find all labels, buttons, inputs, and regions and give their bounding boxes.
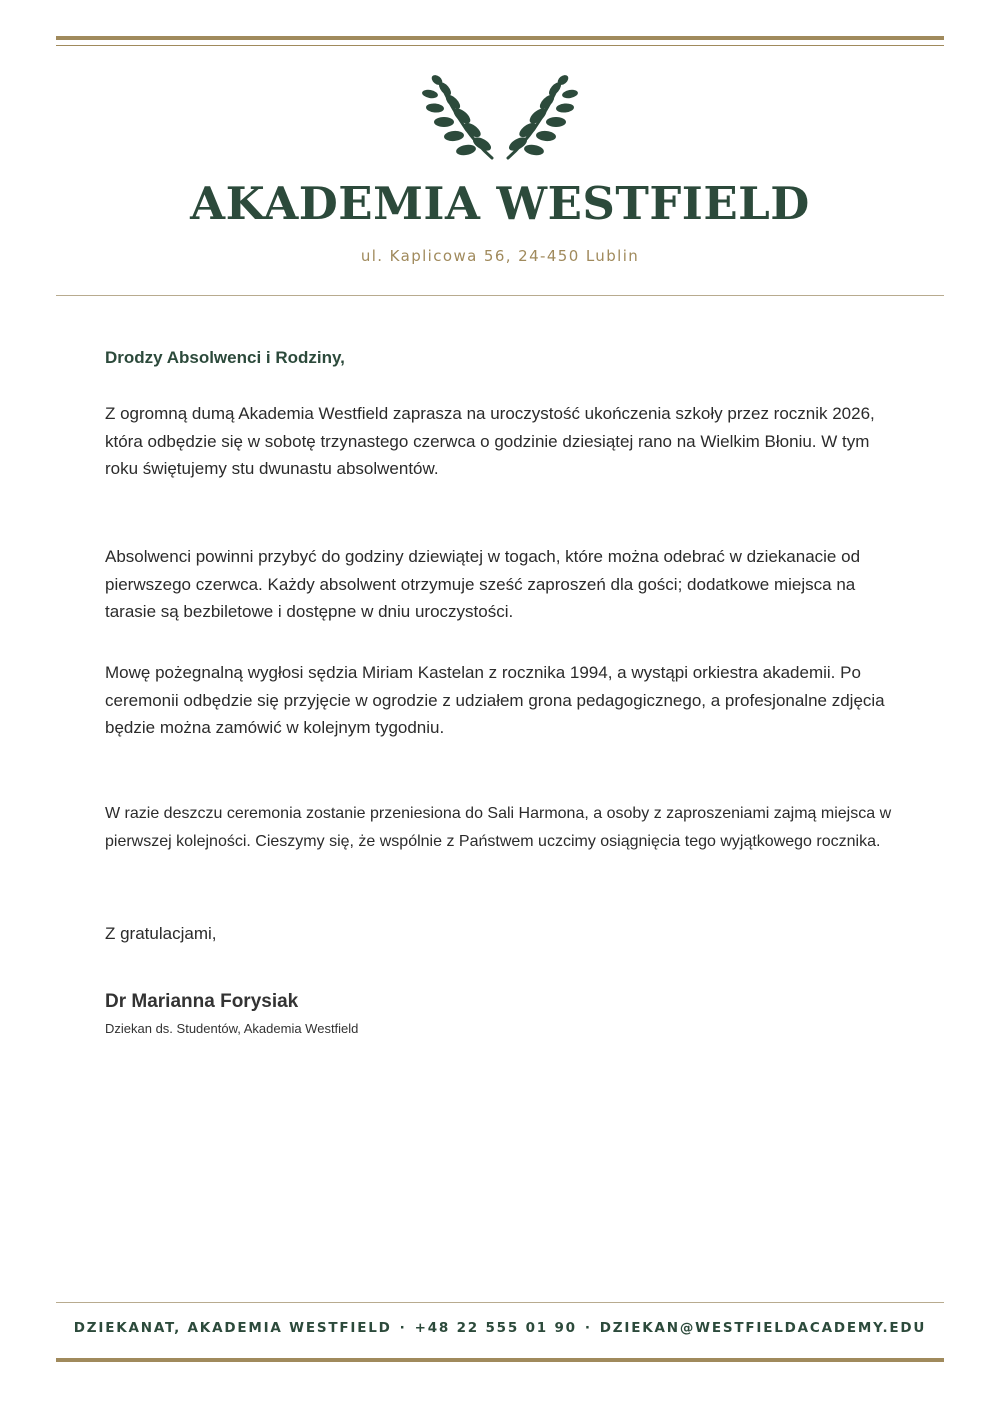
footer-separator: · xyxy=(399,1320,407,1336)
top-border-thick xyxy=(56,36,944,40)
signatory-title: Dziekan ds. Studentów, Akademia Westfield xyxy=(105,1021,359,1036)
letter-paragraph-2: Absolwenci powinni przybyć do godziny dziewiątej w togach, które można odebrać w dziekanacie od pierwszego czerwca. Każdy absolwent otrzymuje sześć zaproszeń dla gości; dodatkowe miejsca na tarasie są bezbiletowe i dostępne w dniu uroczystości. xyxy=(105,547,861,621)
header-divider xyxy=(56,295,944,296)
letter-closing: Z gratulacjami, xyxy=(105,924,217,943)
organization-address: ul. Kaplicowa 56, 24-450 Lublin xyxy=(360,247,640,265)
organization-name: AKADEMIA WESTFIELD xyxy=(190,177,810,230)
laurel-icon xyxy=(410,72,590,168)
footer-separator: · xyxy=(584,1320,592,1336)
bottom-border-thick xyxy=(56,1358,944,1362)
footer-phone[interactable]: +48 22 555 01 90 xyxy=(414,1320,577,1336)
footer-office: DZIEKANAT, AKADEMIA WESTFIELD xyxy=(73,1320,392,1336)
footer-email[interactable]: DZIEKAN@WESTFIELDACADEMY.EDU xyxy=(599,1320,927,1336)
letter-salutation: Drodzy Absolwenci i Rodziny, xyxy=(105,348,345,367)
letter-paragraph-4: W razie deszczu ceremonia zostanie przeniesiona do Sali Harmona, a osoby z zaproszeniami zajmą miejsca w pierwszej kolejności. Cieszymy się, że wspólnie z Państwem uczcimy osiągnięcia tego wyjątkowego rocznika. xyxy=(105,805,892,850)
footer-contact xyxy=(0,1317,1000,1339)
top-border-thin xyxy=(56,45,944,46)
letter-paragraph-3: Mowę pożegnalną wygłosi sędzia Miriam Kastelan z rocznika 1994, a wystąpi orkiestra akademii. Po ceremonii odbędzie się przyjęcie w ogrodzie z udziałem grona pedagogicznego, a profesjonalne zdjęcia będzie można zamówić w kolejnym tygodniu. xyxy=(105,663,885,737)
letter-paragraph-1: Z ogromną dumą Akademia Westfield zaprasza na uroczystość ukończenia szkoły przez rocznik 2026, która odbędzie się w sobotę trzynastego czerwca o godzinie dziesiątej rano na Wielkim Błoniu. W tym roku świętujemy stu dwunastu absolwentów. xyxy=(105,404,875,478)
footer-divider xyxy=(56,1302,944,1303)
signatory-name: Dr Marianna Forysiak xyxy=(105,991,299,1012)
